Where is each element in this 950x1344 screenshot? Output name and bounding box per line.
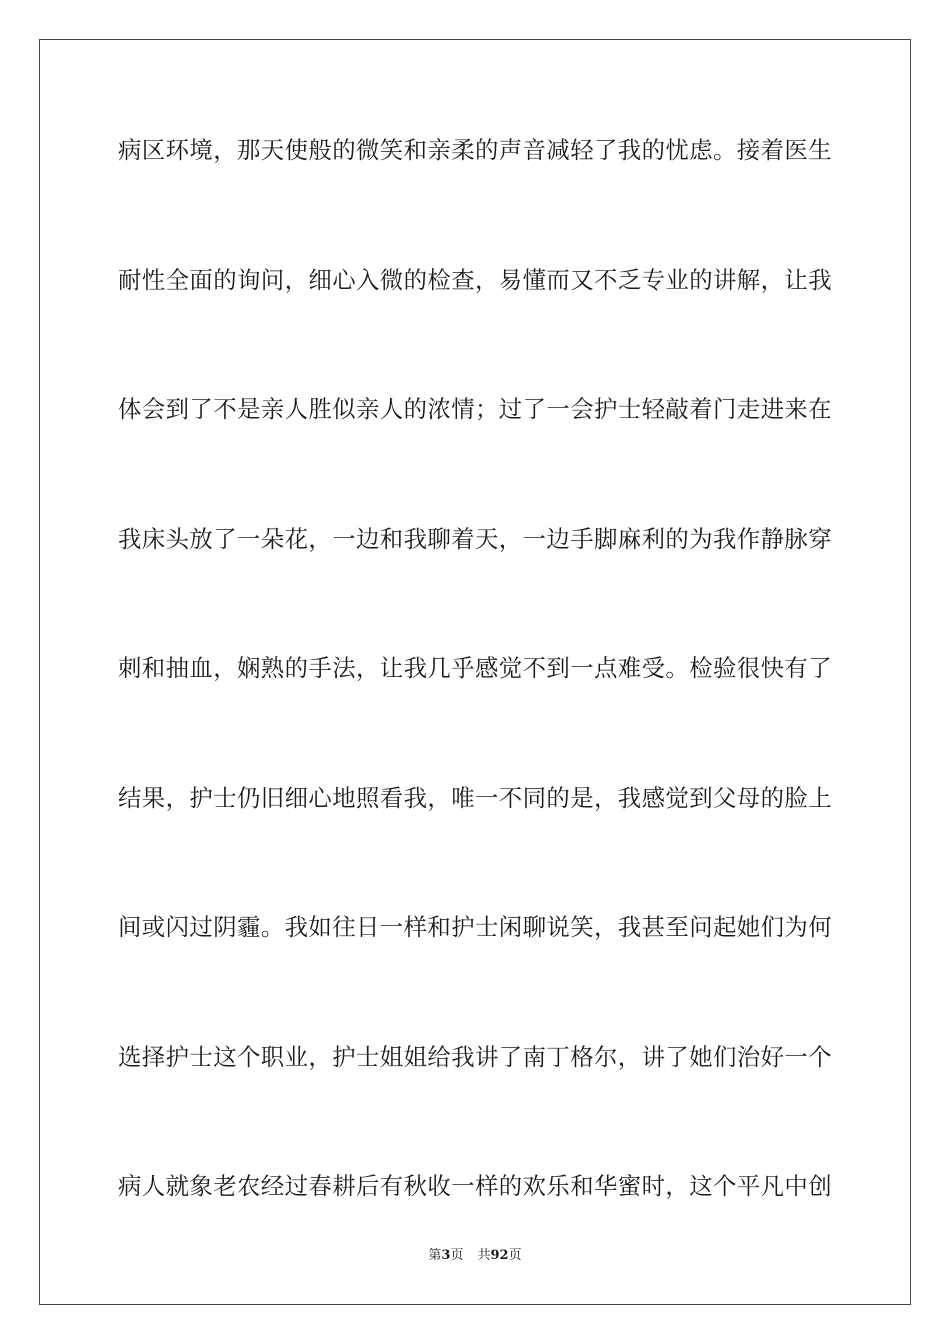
total-pages: 92 — [490, 1248, 509, 1263]
text-line: 刺和抽血，娴熟的手法，让我几乎感觉不到一点难受。检验很快有了 — [118, 654, 832, 682]
text-line: 体会到了不是亲人胜似亲人的浓情；过了一会护士轻敲着门走进来在 — [118, 395, 832, 423]
page-prefix: 第 — [428, 1248, 442, 1263]
text-line: 间或闪过阴霾。我如往日一样和护士闲聊说笑，我甚至问起她们为何 — [118, 913, 832, 941]
text-line: 病区环境，那天使般的微笑和亲柔的声音减轻了我的忧虑。接着医生 — [118, 136, 832, 164]
total-suffix: 页 — [508, 1248, 522, 1263]
text-line: 耐性全面的询问，细心入微的检查，易懂而又不乏专业的讲解，让我 — [118, 265, 832, 294]
total-prefix: 共 — [477, 1248, 491, 1263]
text-line: 病人就象老农经过春耕后有秋收一样的欢乐和华蜜时，这个平凡中创 — [118, 1172, 832, 1200]
page-suffix: 页 — [450, 1248, 464, 1263]
page-footer — [0, 1246, 950, 1266]
text-line: 我床头放了一朵花，一边和我聊着天，一边手脚麻利的为我作静脉穿 — [118, 524, 832, 553]
text-line: 结果，护士仍旧细心地照看我，唯一不同的是，我感觉到父母的脸上 — [118, 783, 832, 812]
text-line: 选择护士这个职业，护士姐姐给我讲了南丁格尔，讲了她们治好一个 — [118, 1042, 832, 1071]
page-number: 3 — [441, 1248, 451, 1263]
document-body — [118, 127, 832, 1293]
